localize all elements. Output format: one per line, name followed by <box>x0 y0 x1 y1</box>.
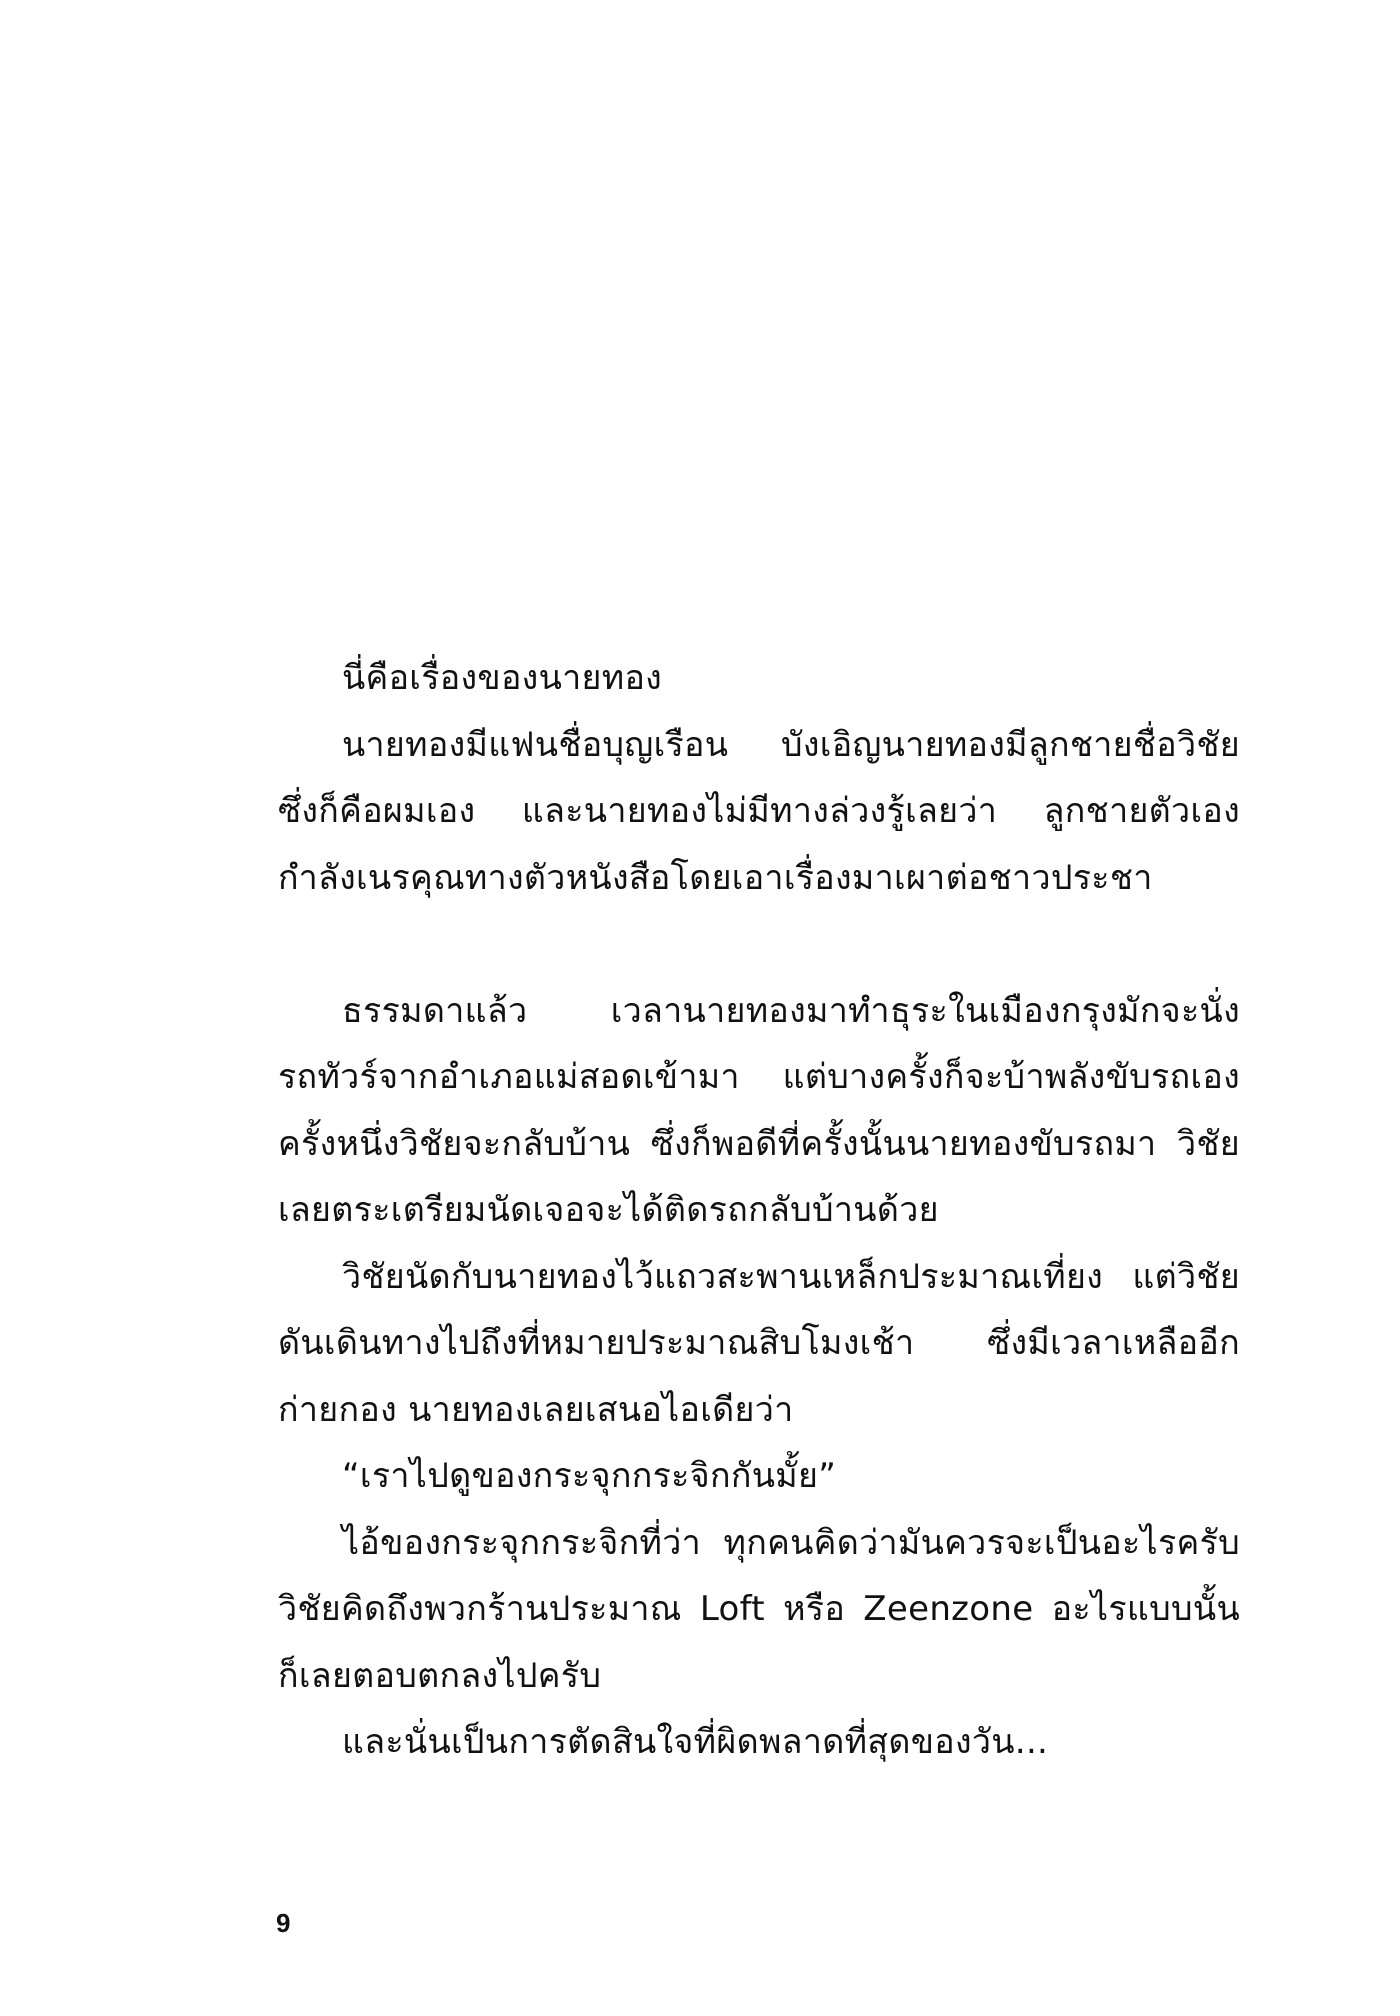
paragraph-line: นายทองมีแฟนชื่อบุญเรือน บังเอิญนายทองมีลูกชายชื่อวิชัย <box>342 724 1240 765</box>
paragraph-line: รถทัวร์จากอำเภอแม่สอดเข้ามา แต่บางครั้งก็จะบ้าพลังขับรถเอง <box>278 1057 1240 1097</box>
paragraph-line: ซึ่งก็คือผมเอง และนายทองไม่มีทางล่วงรู้เลยว่า ลูกชายตัวเอง <box>278 791 1240 831</box>
paragraph-line: ดันเดินทางไปถึงที่หมายประมาณสิบโมงเช้า ซึ่งมีเวลาเหลืออีก <box>278 1323 1240 1363</box>
paragraph-line: ก็เลยตอบตกลงไปครับ <box>278 1655 602 1696</box>
paragraph-line: ครั้งหนึ่งวิชัยจะกลับบ้าน ซึ่งก็พอดีที่ครั้งนั้นนายทองขับรถมา วิชัย <box>278 1123 1240 1164</box>
page-number: 9 <box>276 1908 291 1938</box>
paragraph-line: กำลังเนรคุณทางตัวหนังสือโดยเอาเรื่องมาเผาต่อชาวประชา <box>278 857 1153 898</box>
paragraph-line: วิชัยคิดถึงพวกร้านประมาณ Loft หรือ Zeenzone อะไรแบบนั้น <box>278 1589 1240 1629</box>
body-text <box>278 645 1240 1776</box>
paragraph-line: นี่คือเรื่องของนายทอง <box>342 658 663 698</box>
paragraph-line: ธรรมดาแล้ว เวลานายทองมาทำธุระในเมืองกรุงมักจะนั่ง <box>342 990 1240 1031</box>
paragraph-line: “เราไปดูของกระจุกกระจิกกันมั้ย” <box>342 1456 837 1496</box>
paragraph-line: ไอ้ของกระจุกกระจิกที่ว่า ทุกคนคิดว่ามันควรจะเป็นอะไรครับ <box>342 1522 1240 1563</box>
paragraph-line: ก่ายกอง นายทองเลยเสนอไอเดียว่า <box>278 1389 794 1430</box>
paragraph-line: วิชัยนัดกับนายทองไว้แถวสะพานเหล็กประมาณเที่ยง แต่วิชัย <box>342 1256 1240 1297</box>
paragraph-line: เลยตระเตรียมนัดเจอจะได้ติดรถกลับบ้านด้วย <box>278 1190 939 1230</box>
section-break <box>278 911 1240 978</box>
paragraph-line: และนั่นเป็นการตัดสินใจที่ผิดพลาดที่สุดของวัน... <box>342 1722 1049 1762</box>
